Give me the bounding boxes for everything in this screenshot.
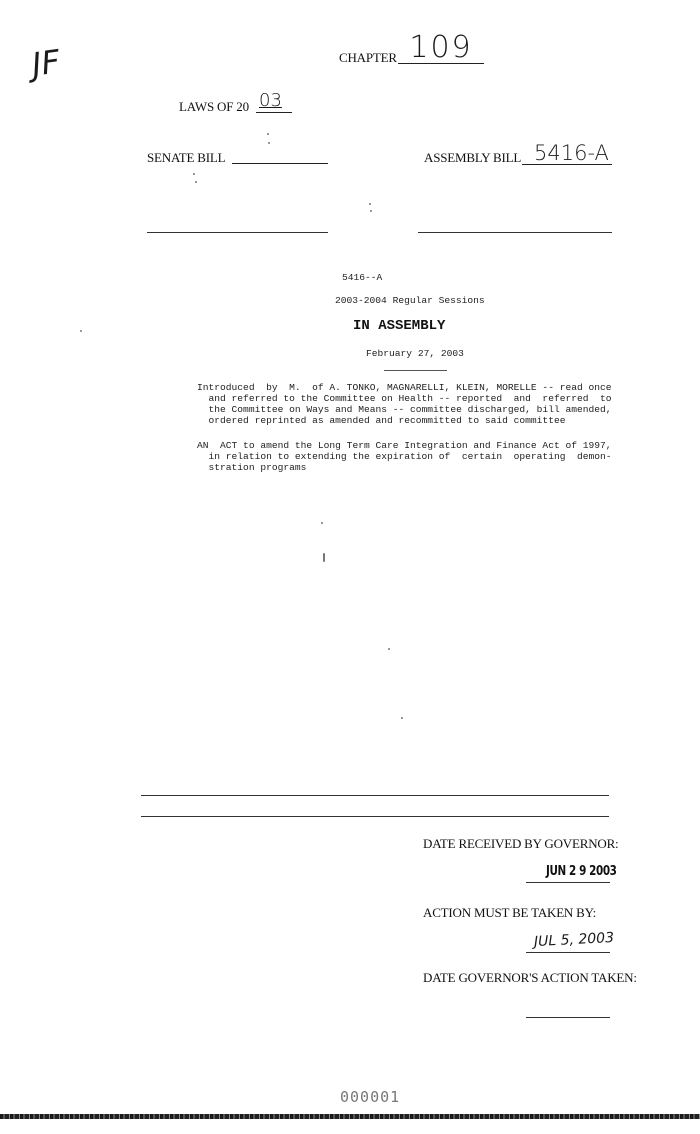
scan-edge-strip	[0, 1114, 700, 1119]
divider-line-lower	[141, 816, 609, 817]
scan-speck	[401, 717, 403, 719]
act-line: AN ACT to amend the Long Term Care Integration and Finance Act of 1997,	[197, 440, 612, 451]
laws-of-year-field	[256, 90, 292, 113]
act-line: stration programs	[197, 462, 307, 473]
introduced-line: Introduced by M. of A. TONKO, MAGNARELLI, KLEIN, MORELLE -- read once	[197, 382, 612, 393]
signature-line-left	[147, 232, 328, 233]
signature-line-right	[418, 232, 612, 233]
bill-date: February 27, 2003	[366, 348, 464, 359]
assembly-bill-label: ASSEMBLY BILL	[424, 150, 522, 165]
introduced-line: and referred to the Committee on Health -- reported and referred to	[197, 393, 612, 404]
house-title: IN ASSEMBLY	[353, 318, 446, 334]
scan-speck	[80, 330, 82, 332]
chapter-number-field	[398, 30, 484, 64]
chapter-label: CHAPTER	[339, 50, 397, 65]
assembly-bill-number: 5416-A	[534, 141, 609, 165]
action-taken-label: DATE GOVERNOR'S ACTION TAKEN:	[423, 970, 637, 985]
divider-line-upper	[141, 795, 609, 796]
scan-speck	[388, 648, 390, 650]
bill-number: 5416--A	[342, 272, 383, 283]
assembly-bill-field	[522, 141, 612, 165]
action-deadline-value: JUL 5, 2003	[533, 929, 615, 951]
scan-speck	[195, 181, 197, 183]
scan-speck	[267, 133, 269, 135]
laws-of-label: LAWS OF 20	[179, 99, 249, 114]
page-stamp: 000001	[340, 1088, 401, 1106]
laws-of-year: 03	[259, 90, 282, 111]
senate-bill-field	[232, 146, 328, 164]
chapter-number: 109	[409, 30, 473, 65]
action-deadline-line	[526, 952, 610, 953]
session: 2003-2004 Regular Sessions	[335, 295, 485, 306]
action-taken-line	[526, 1017, 610, 1018]
scan-speck	[268, 142, 270, 144]
act-line: in relation to extending the expiration of certain operating demon-	[197, 451, 612, 462]
action-deadline-label: ACTION MUST BE TAKEN BY:	[423, 905, 597, 920]
introduced-line: the Committee on Ways and Means -- committee discharged, bill amended,	[197, 404, 612, 415]
date-received-stamp: JUN 2 9 2003	[546, 864, 617, 879]
scan-speck	[193, 173, 195, 175]
scan-speck	[369, 203, 371, 205]
scan-speck	[323, 553, 325, 562]
senate-bill-label: SENATE BILL	[147, 150, 226, 165]
date-received-line	[526, 882, 610, 883]
introduced-line: ordered reprinted as amended and recommitted to said committee	[197, 415, 566, 426]
date-underline	[384, 370, 447, 371]
date-received-label: DATE RECEIVED BY GOVERNOR:	[423, 836, 619, 851]
corner-initials: JF	[29, 42, 63, 84]
scan-speck	[321, 522, 323, 524]
scan-speck	[370, 210, 372, 212]
